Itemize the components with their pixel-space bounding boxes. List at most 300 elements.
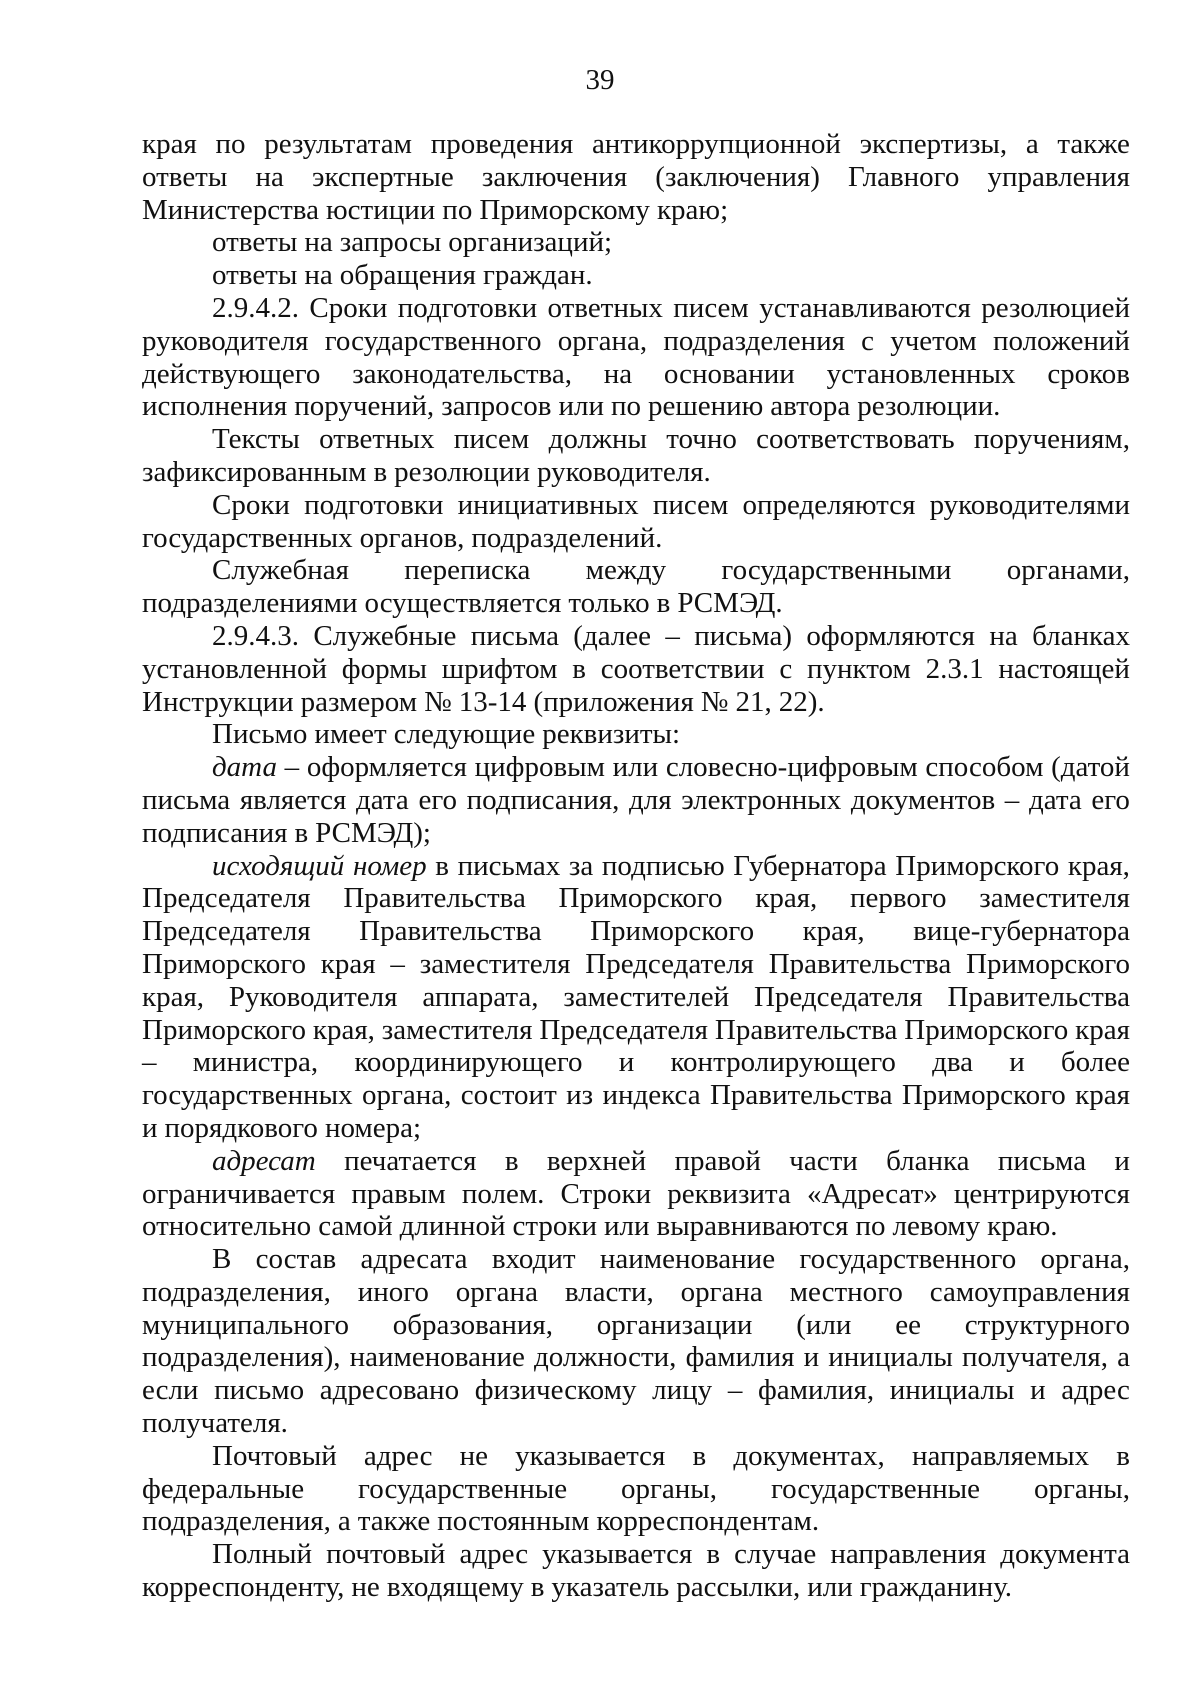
- word: органами,: [1006, 554, 1130, 587]
- text-line: [142, 194, 1130, 227]
- word: случае: [734, 1538, 817, 1571]
- word: получателя,: [962, 1341, 1108, 1374]
- word: сроков: [1047, 357, 1130, 390]
- word: органа,: [557, 324, 648, 357]
- word: левому: [892, 1210, 981, 1243]
- word: края,: [142, 980, 205, 1013]
- word: дата: [212, 751, 277, 784]
- word: или: [807, 1571, 853, 1604]
- word: положений: [992, 324, 1130, 357]
- word: почтовый: [326, 1538, 446, 1571]
- word: должности,: [534, 1341, 677, 1374]
- word: на: [304, 259, 333, 292]
- word: относительно: [142, 1210, 312, 1243]
- text-line: [142, 1079, 1130, 1112]
- word: Приморскому: [479, 193, 650, 226]
- paragraph: [142, 751, 1130, 849]
- text-line: [142, 1407, 1130, 1440]
- word: поручений,: [294, 390, 435, 423]
- word: государственных: [142, 521, 353, 554]
- text-line: [142, 686, 1130, 719]
- word: выравниваются: [656, 1210, 849, 1243]
- text-line: [142, 1178, 1130, 1211]
- word: писем: [673, 291, 749, 324]
- word: Губернатора: [733, 849, 887, 882]
- word: цифровым: [474, 751, 605, 784]
- word: его: [418, 783, 457, 816]
- word: между: [585, 554, 667, 587]
- word: или: [612, 751, 659, 784]
- word: номера;: [324, 1111, 422, 1144]
- text-line: [142, 882, 1130, 915]
- word: и: [618, 1046, 635, 1079]
- word: (приложения: [533, 685, 694, 718]
- word: основании: [663, 357, 795, 390]
- word: резолюцией: [981, 291, 1130, 324]
- word: государственные: [770, 1472, 981, 1505]
- word: антикоррупционной: [591, 128, 841, 160]
- word: реквизита: [667, 1177, 791, 1210]
- word: установленных: [826, 357, 1016, 390]
- word: края: [1075, 1079, 1130, 1112]
- word: –: [284, 751, 300, 784]
- paragraph: [142, 259, 1130, 292]
- word: соответствовать: [756, 423, 955, 456]
- word: 22).: [778, 685, 825, 718]
- word: длинной: [399, 1210, 506, 1243]
- word: в: [294, 816, 309, 849]
- word: с: [779, 652, 793, 685]
- word: проведения: [430, 128, 574, 160]
- text-line: [142, 653, 1130, 686]
- word: края: [320, 947, 376, 980]
- word: в: [373, 455, 388, 488]
- word: структурного: [964, 1308, 1130, 1341]
- word: наименование: [349, 1341, 525, 1374]
- word: за: [568, 849, 594, 882]
- word: подготовки: [397, 291, 538, 324]
- word: Приморского: [142, 1013, 306, 1046]
- word: зафиксированным: [142, 455, 367, 488]
- word: заместителя: [419, 947, 571, 980]
- word: в: [692, 1439, 707, 1472]
- word: ответы: [212, 259, 298, 292]
- word: установленной: [142, 652, 328, 685]
- word: полем.: [461, 1177, 545, 1210]
- word: устанавливаются: [759, 291, 971, 324]
- word: более: [1060, 1046, 1130, 1079]
- word: Председателя: [753, 980, 923, 1013]
- word: в: [504, 1144, 519, 1177]
- word: дата: [356, 783, 409, 816]
- text-line: [142, 1276, 1130, 1309]
- word: постоянным: [437, 1505, 590, 1538]
- word: на: [989, 619, 1018, 652]
- word: осуществляется: [364, 587, 562, 620]
- word: края: [142, 128, 197, 160]
- word: указатель: [551, 1571, 670, 1604]
- text-line: [142, 1440, 1130, 1473]
- word: правым: [351, 1177, 446, 1210]
- word: также: [1057, 128, 1130, 160]
- word: образования,: [392, 1308, 553, 1341]
- word: на: [603, 357, 633, 390]
- word: по: [215, 128, 246, 160]
- word: имеет: [314, 718, 387, 751]
- word: фамилия,: [757, 1374, 875, 1407]
- word: Тексты: [212, 423, 300, 456]
- word: иного: [357, 1275, 429, 1308]
- word: электронных: [681, 783, 842, 816]
- word: муниципального: [142, 1308, 349, 1341]
- word: в: [1116, 1439, 1130, 1472]
- word: Правительства: [947, 980, 1130, 1013]
- word: 2.9.4.3.: [212, 619, 299, 652]
- word: Письмо: [212, 718, 308, 751]
- text-line: [142, 784, 1130, 817]
- word: переписка: [404, 554, 531, 587]
- word: резолюции.: [857, 390, 1001, 423]
- word: власти,: [564, 1275, 654, 1308]
- word: Правительства: [359, 915, 542, 948]
- word: подразделения,: [142, 1275, 331, 1308]
- word: первого: [850, 882, 947, 915]
- word: части: [789, 1144, 858, 1177]
- word: действующего: [142, 357, 321, 390]
- word: Инструкции: [142, 685, 294, 718]
- word: (далее: [573, 619, 652, 652]
- word: органы,: [621, 1472, 718, 1505]
- word: фамилия: [685, 1341, 795, 1374]
- word: письма: [470, 619, 559, 652]
- word: Приморского: [895, 849, 1060, 882]
- word: дата: [1028, 783, 1082, 816]
- word: (заключения): [655, 160, 820, 193]
- word: адресат: [212, 1144, 316, 1177]
- word: корреспондентам.: [596, 1505, 820, 1538]
- word: Приморского: [558, 882, 723, 915]
- word: запросы: [339, 226, 442, 259]
- word: Приморского: [142, 947, 306, 980]
- word: органа,: [362, 1079, 452, 1112]
- word: 2.3.1: [925, 652, 984, 685]
- word: порядкового: [164, 1111, 318, 1144]
- word: следующие: [393, 718, 536, 751]
- word: бланках: [1032, 619, 1130, 652]
- word: законодательства,: [352, 357, 572, 390]
- word: подписания,: [466, 783, 620, 816]
- word: не: [459, 1439, 489, 1472]
- word: лицу: [652, 1374, 713, 1407]
- word: Правительства: [343, 882, 526, 915]
- word: физическому: [474, 1374, 637, 1407]
- word: из: [566, 1079, 594, 1112]
- text-line: [142, 1210, 1130, 1243]
- word: письма): [694, 619, 793, 652]
- word: рассылки,: [676, 1571, 801, 1604]
- word: словесно-цифровым: [665, 751, 918, 784]
- word: «Адресат»: [806, 1177, 938, 1210]
- word: органов,: [359, 521, 465, 554]
- word: строки: [512, 1210, 597, 1243]
- word: краю.: [987, 1210, 1058, 1243]
- word: управления: [987, 160, 1130, 193]
- word: писем: [652, 488, 729, 521]
- word: в: [706, 1538, 721, 1571]
- text-line: [142, 1341, 1130, 1374]
- word: вице-губернатора: [913, 915, 1130, 948]
- word: Полный: [212, 1538, 313, 1571]
- word: автора: [770, 390, 851, 423]
- word: заместителя: [979, 882, 1130, 915]
- text-line: [142, 456, 1130, 489]
- paragraph: [142, 1243, 1130, 1440]
- word: формы: [341, 652, 427, 685]
- word: получателя.: [142, 1407, 288, 1440]
- word: состав: [255, 1243, 337, 1276]
- text-line: [142, 128, 1130, 161]
- word: по: [855, 1210, 886, 1243]
- word: РСМЭД);: [315, 816, 431, 849]
- word: наименование: [599, 1243, 776, 1276]
- paragraph: [142, 226, 1130, 259]
- word: два: [932, 1046, 973, 1079]
- word: поручениям,: [973, 423, 1130, 456]
- word: печатается: [344, 1144, 477, 1177]
- word: письма: [142, 783, 231, 816]
- word: органа: [680, 1275, 763, 1308]
- word: инициативных: [457, 488, 639, 521]
- word: –: [727, 1374, 743, 1407]
- word: (датой: [1051, 751, 1130, 784]
- text-line: [142, 1374, 1130, 1407]
- text-line: [142, 259, 1130, 292]
- word: а: [337, 1505, 351, 1538]
- word: должны: [548, 423, 647, 456]
- word: подразделения,: [142, 1505, 331, 1538]
- text-line: [142, 325, 1130, 358]
- word: Приморского: [901, 1079, 1066, 1112]
- word: письма: [997, 1144, 1087, 1177]
- word: органы,: [1033, 1472, 1130, 1505]
- word: Министерства: [142, 193, 319, 226]
- word: граждан.: [482, 259, 593, 292]
- word: и: [142, 1111, 158, 1144]
- word: №: [424, 685, 452, 718]
- word: организации: [596, 1308, 753, 1341]
- word: с: [861, 324, 875, 357]
- word: –: [665, 619, 680, 652]
- text-line: [142, 817, 1130, 850]
- word: документах,: [733, 1439, 885, 1472]
- text-line: [142, 1046, 1130, 1079]
- text-line: [142, 423, 1130, 456]
- word: В: [212, 1243, 232, 1276]
- word: Приморского: [590, 915, 755, 948]
- word: результатам: [264, 128, 413, 160]
- word: обращения: [339, 259, 476, 292]
- word: входящему: [386, 1571, 524, 1604]
- word: Строки: [560, 1177, 652, 1210]
- word: руководителя: [142, 324, 309, 357]
- word: ответы: [212, 226, 298, 259]
- word: экспертные: [312, 160, 454, 193]
- word: инициалы: [889, 1374, 1015, 1407]
- word: –: [142, 1046, 157, 1079]
- word: оформляются: [806, 619, 975, 652]
- word: центрируются: [953, 1177, 1130, 1210]
- word: государственных: [142, 1079, 353, 1112]
- word: определяются: [742, 488, 916, 521]
- word: оформляется: [306, 751, 467, 784]
- word: и: [1114, 1144, 1130, 1177]
- word: резолюции: [394, 455, 530, 488]
- word: государственными: [721, 554, 952, 587]
- word: РСМЭД.: [677, 587, 783, 620]
- word: ее: [895, 1308, 921, 1341]
- text-line: [142, 981, 1130, 1014]
- text-line: [142, 358, 1130, 391]
- word: подразделения),: [142, 1341, 341, 1374]
- text-line: [142, 489, 1130, 522]
- word: документа: [1000, 1538, 1130, 1571]
- word: адрес: [1061, 1374, 1130, 1407]
- word: контролирующего: [670, 1046, 896, 1079]
- text-line: [142, 292, 1130, 325]
- text-line: [142, 161, 1130, 194]
- text-line: [142, 718, 1130, 751]
- text-line: [142, 751, 1130, 784]
- word: в: [530, 1571, 545, 1604]
- word: Служебная: [212, 554, 349, 587]
- word: заключения: [481, 160, 628, 193]
- text-line: [142, 554, 1130, 587]
- word: письмо: [214, 1374, 305, 1407]
- text-line: [142, 1538, 1130, 1571]
- word: аппарата,: [422, 980, 539, 1013]
- word: писем: [453, 423, 530, 456]
- word: по: [610, 390, 641, 423]
- paragraph: [142, 292, 1130, 423]
- word: способом: [925, 751, 1044, 784]
- text-line: [142, 1112, 1130, 1145]
- word: Правительства: [714, 1013, 898, 1046]
- word: края,: [1067, 849, 1130, 882]
- word: –: [1004, 783, 1020, 816]
- paragraph: [142, 554, 1130, 620]
- word: края,: [802, 915, 865, 948]
- text-line: [142, 948, 1130, 981]
- word: соответствии: [600, 652, 765, 685]
- word: или: [558, 390, 604, 423]
- text-line: [142, 1571, 1130, 1604]
- word: номер: [352, 849, 427, 882]
- word: для: [628, 783, 672, 816]
- word: местного: [789, 1275, 903, 1308]
- paragraph: [142, 489, 1130, 555]
- word: и: [1030, 1374, 1046, 1407]
- word: решению: [648, 390, 764, 423]
- word: Сроки: [309, 291, 388, 324]
- word: подготовки: [304, 488, 444, 521]
- word: подписью: [601, 849, 725, 882]
- word: правой: [674, 1144, 761, 1177]
- word: в: [435, 849, 449, 882]
- word: состоит: [460, 1079, 557, 1112]
- word: также: [357, 1505, 431, 1538]
- word: письмах: [457, 849, 561, 882]
- word: (или: [796, 1308, 852, 1341]
- page-number: 39: [585, 64, 615, 96]
- word: подразделениями: [142, 587, 358, 620]
- word: государственные: [358, 1472, 568, 1505]
- word: адрес: [363, 1439, 433, 1472]
- word: инициалы: [828, 1341, 953, 1374]
- word: на: [255, 160, 284, 193]
- paragraph: [142, 850, 1130, 1145]
- word: документов: [850, 783, 996, 816]
- text-line: [142, 1473, 1130, 1506]
- word: по: [442, 193, 473, 226]
- word: краю;: [656, 193, 729, 226]
- word: заместителей: [563, 980, 730, 1013]
- word: адресата: [360, 1243, 468, 1276]
- word: 21,: [735, 685, 772, 718]
- word: органа,: [1040, 1243, 1130, 1276]
- word: бланка: [886, 1144, 970, 1177]
- word: адрес: [459, 1538, 529, 1571]
- word: корреспонденту,: [142, 1571, 345, 1604]
- word: в: [656, 587, 671, 620]
- paragraph: [142, 128, 1130, 226]
- word: ограничивается: [142, 1177, 336, 1210]
- word: указывается: [515, 1439, 666, 1472]
- word: края,: [755, 882, 818, 915]
- text-line: [142, 620, 1130, 653]
- word: –: [390, 947, 405, 980]
- word: верхней: [546, 1144, 647, 1177]
- paragraph: [142, 1145, 1130, 1243]
- word: Председателя: [142, 882, 311, 915]
- paragraph: [142, 1440, 1130, 1538]
- paragraph: [142, 1538, 1130, 1604]
- word: в: [572, 652, 586, 685]
- word: подписания: [142, 816, 288, 849]
- word: органа: [455, 1275, 538, 1308]
- word: юстиции: [326, 193, 436, 226]
- text-line: [142, 522, 1130, 555]
- word: если: [142, 1374, 199, 1407]
- word: на: [304, 226, 333, 259]
- word: исполнения: [142, 390, 288, 423]
- word: Приморского: [904, 1013, 1069, 1046]
- word: самой: [318, 1210, 393, 1243]
- word: учетом: [890, 324, 977, 357]
- word: индекса: [602, 1079, 701, 1112]
- word: запросов: [441, 390, 552, 423]
- word: Служебные: [313, 619, 457, 652]
- word: ответы: [142, 160, 228, 193]
- word: 2.9.4.2.: [212, 291, 299, 324]
- text-line: [142, 1014, 1130, 1047]
- word: гражданину.: [859, 1571, 1013, 1604]
- document-body: [142, 128, 1130, 1604]
- word: федеральные: [142, 1472, 305, 1505]
- paragraph: [142, 718, 1130, 751]
- paragraph: [142, 423, 1130, 489]
- word: Сроки: [212, 488, 290, 521]
- text-line: [142, 1505, 1130, 1538]
